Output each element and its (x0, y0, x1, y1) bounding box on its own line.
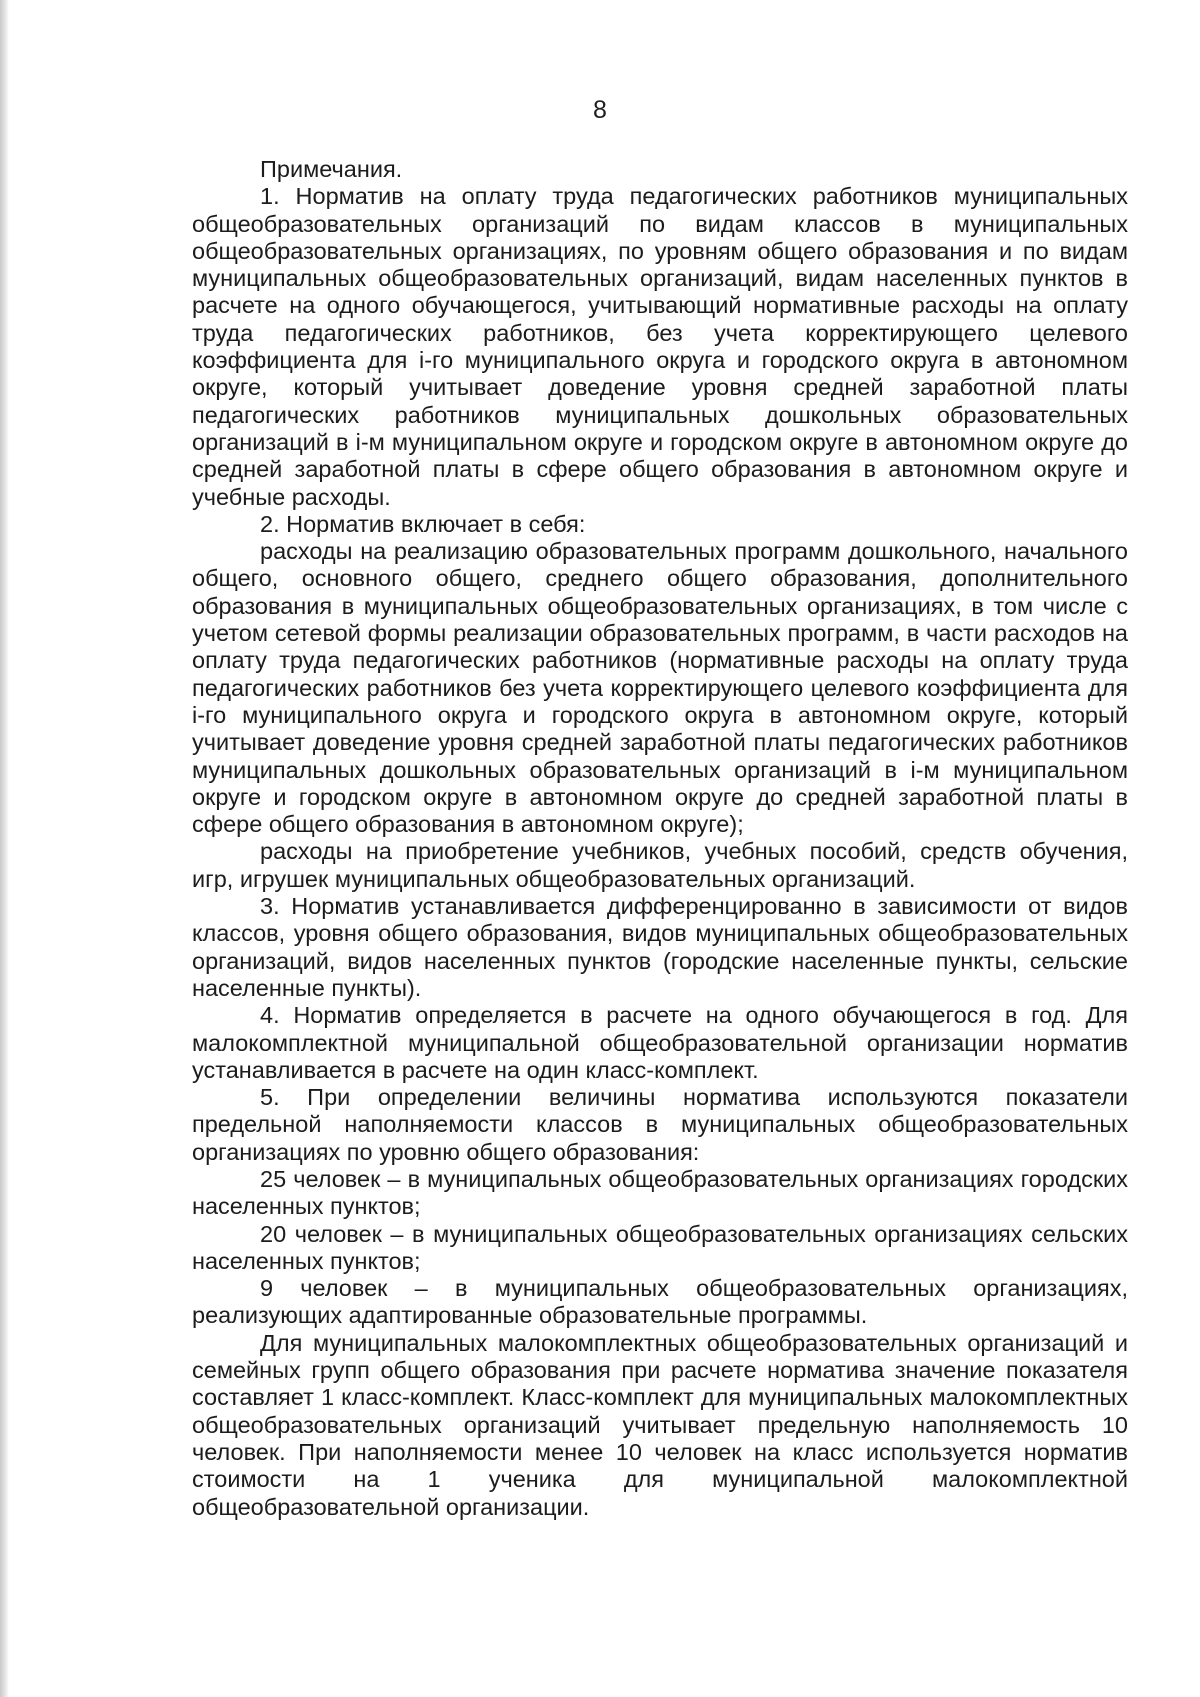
page-number: 8 (593, 96, 607, 124)
note-paragraph-5: 5. При определении величины норматива используются показатели предельной наполняемости классов в муниципальных общеобразовательных организациях по уровню общего образования: (192, 1084, 1128, 1165)
note-paragraph-5-item-3: 9 человек – в муниципальных общеобразовательных организациях, реализующих адаптированные образовательные программы. (192, 1275, 1128, 1329)
note-paragraph-5-item-1: 25 человек – в муниципальных общеобразовательных организациях городских населенных пунктов; (192, 1165, 1128, 1220)
notes-heading: Примечания. (260, 156, 403, 182)
note-paragraph-2: 2. Норматив включает в себя: (260, 510, 586, 537)
note-paragraph-1: 1. Норматив на оплату труда педагогических работников муниципальных общеобразовательных организаций по видам классов в муниципальных общеобразовательных организациях, по уровням общего образования и по видам муниципальных общеобразовательных организаций, видам населенных пунктов в расчете на одного обучающегося, учитывающий нормативные расходы на оплату труда педагогических работников, без учета корректирующего целевого коэффициента для i-го муниципального округа и городского округа в автономном округе, который учитывает доведение уровня средней заработной платы педагогических работников муниципальных дошкольных образовательных организаций в i-м муниципальном округе и городском округе в автономном округе до средней заработной платы в сфере общего образования в автономном округе и учебные расходы. (192, 183, 1128, 510)
note-paragraph-2-item-1: расходы на реализацию образовательных программ дошкольного, начального общего, основного общего, среднего общего образования, дополнительного образования в муниципальных общеобразовательных организациях, в том числе с учетом сетевой формы реализации образовательных программ, в части расходов на оплату труда педагогических работников (нормативные расходы на оплату труда педагогических работников без учета корректирующего целевого коэффициента для i-го муниципального округа и городского округа в автономном округе, который учитывает доведение уровня средней заработной платы педагогических работников муниципальных дошкольных образовательных организаций в i-м муниципальном округе и городском округе в автономном округе до средней заработной платы в сфере общего образования в автономном округе); (192, 538, 1128, 838)
note-paragraph-2-item-2: расходы на приобретение учебников, учебных пособий, средств обучения, игр, игрушек муниципальных общеобразовательных организаций. (192, 838, 1128, 892)
note-paragraph-5-extra: Для муниципальных малокомплектных общеобразовательных организаций и семейных групп общего образования при расчете норматива значение показателя составляет 1 класс-комплект. Класс-комплект для муниципальных малокомплектных общеобразовательных организаций учитывает предельную наполняемость 10 человек. При наполняемости менее 10 человек на класс используется норматив стоимости на 1 ученика для муниципальной малокомплектной общеобразовательной организации. (192, 1329, 1128, 1520)
note-paragraph-5-item-2: 20 человек – в муниципальных общеобразовательных организациях сельских населенных пунктов; (192, 1220, 1128, 1274)
scan-edge-shadow (0, 0, 9, 1697)
notes-section (192, 156, 1128, 1521)
note-paragraph-4: 4. Норматив определяется в расчете на одного обучающегося в год. Для малокомплектной муниципальной общеобразовательной организации норматив устанавливается в расчете на один класс-комплект. (192, 1002, 1128, 1083)
note-paragraph-3: 3. Норматив устанавливается дифференцированно в зависимости от видов классов, уровня общего образования, видов муниципальных общеобразовательных организаций, видов населенных пунктов (городские населенные пункты, сельские населенные пункты). (192, 893, 1128, 1001)
